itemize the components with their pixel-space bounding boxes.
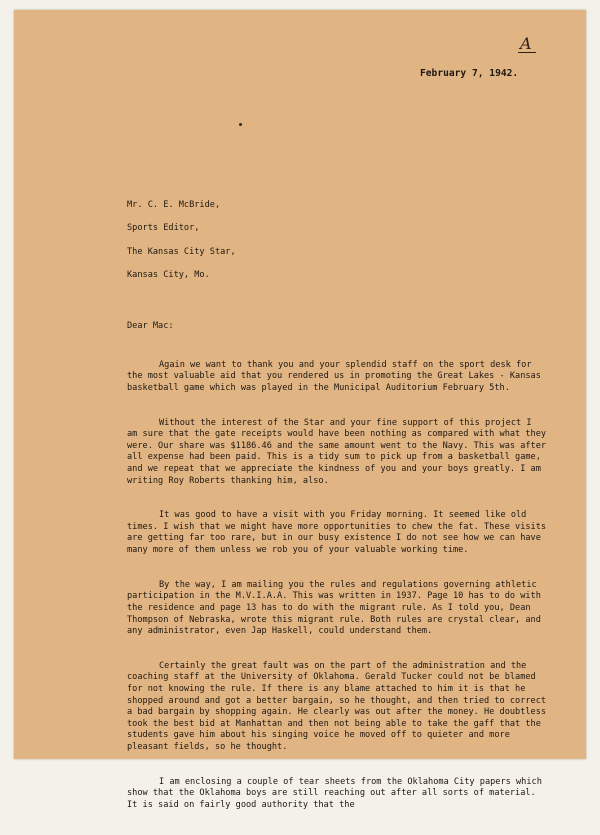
address-line: Sports Editor,	[127, 223, 200, 234]
paragraph: Again we want to thank you and your splendid staff on the sport desk for the most valuable aid that you rendered us in promoting the Great Lakes - Kansas basketball game which was played in the Municipal Auditorium February 5th.	[127, 359, 541, 393]
paragraph: Certainly the great fault was on the part of the administration and the coaching staff at the University of Oklahoma. Gerald Tucker could not be blamed for not knowing the rule. If there is any blame attached to him it is that he shopped around and got a better bargain, so he thought, and then tried to correct a bad bargain by shopping again. He clearly was out after the money. He doubtless took the best bid at Manhattan and then not being able to take the gaff that the students gave him about his singing voice he moved off to quieter and more pleasant fields, so he thought.	[127, 660, 547, 752]
address-line: Mr. C. E. McBride,	[127, 200, 221, 211]
letter-date: February 7, 1942.	[420, 68, 519, 79]
address-line: Kansas City, Mo.	[127, 269, 210, 280]
paragraph: By the way, I am mailing you the rules and regulations governing athletic participation in the M.V.I.A.A. This was written in 1937. Page 10 has to do with the residence and page 13 has to do with the migrant rule. As I told you, Dean Thompson of Nebraska, wrote this migrant rule. Both rules are crystal clear, and any administrator, even Jap Haskell, could understand them.	[127, 579, 541, 637]
handwritten-annotation: A	[520, 34, 532, 53]
letter-body	[127, 177, 547, 835]
address-line: The Kansas City Star,	[127, 246, 236, 257]
recipient-address	[127, 189, 547, 293]
ink-speck	[239, 123, 242, 126]
paragraph: I am enclosing a couple of tear sheets from the Oklahoma City papers which show that the Oklahoma boys are still reaching out after all sorts of material. It is said on fairly good authority that the	[127, 776, 542, 810]
paragraph: Without the interest of the Star and your fine support of this project I am sure that the gate receipts would have been nothing as compared with what they were. Our share was $1186.46 and the same amount went to the Navy. This was after all expense had been paid. This is a tidy sum to pick up from a basketball game, and we repeat that we appreciate the kindness of you and your boys greatly. I am writing Roy Roberts thanking him, also.	[127, 417, 547, 486]
paragraph: It was good to have a visit with you Friday morning. It seemed like old times. I wish that we might have more opportunities to chew the fat. These visits are getting far too rare, but in our busy existence I do not see how we can have many more of them unless we rob you of your valuable working time.	[127, 510, 547, 556]
salutation: Dear Mac:	[127, 320, 174, 331]
letter-page	[14, 10, 586, 810]
